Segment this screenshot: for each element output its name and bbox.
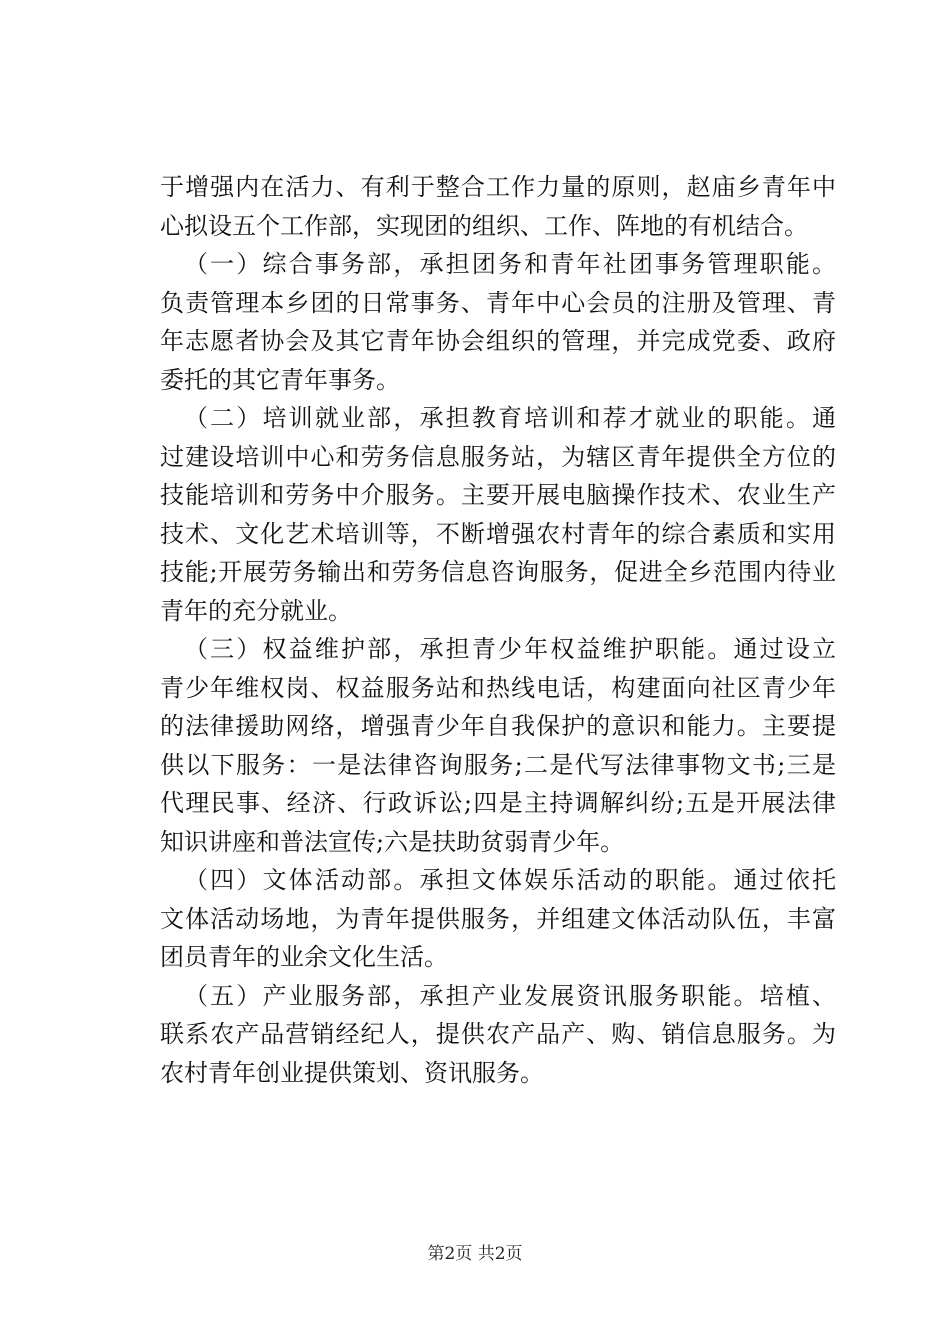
text-line: 联系农产品营销经纪人，提供农产品产、购、销信息服务。为 — [160, 1020, 836, 1048]
text-line: 的法律援助网络，增强青少年自我保护的意识和能力。主要提 — [160, 712, 836, 740]
text-line: 青少年维权岗、权益服务站和热线电话，构建面向社区青少年 — [160, 673, 836, 702]
text-line: 委托的其它青年事务。 — [160, 365, 400, 394]
text-line: （三）权益维护部，承担青少年权益维护职能。通过设立 — [184, 635, 836, 663]
text-line: 过建设培训中心和劳务信息服务站，为辖区青年提供全方位的 — [160, 442, 836, 471]
text-line: 代理民事、经济、行政诉讼;四是主持调解纠纷;五是开展法律 — [160, 789, 836, 817]
text-line: 技术、文化艺术培训等，不断增强农村青年的综合素质和实用 — [160, 519, 836, 548]
text-line: 团员青年的业余文化生活。 — [160, 943, 448, 971]
text-line: （五）产业服务部，承担产业发展资讯服务职能。培植、 — [184, 981, 836, 1010]
text-line: 知识讲座和普法宣传;六是扶助贫弱青少年。 — [160, 827, 625, 856]
text-line: （四）文体活动部。承担文体娱乐活动的职能。通过依托 — [184, 866, 836, 894]
text-line: 心拟设五个工作部，实现团的组织、工作、阵地的有机结合。 — [160, 211, 808, 240]
text-line: 技能;开展劳务输出和劳务信息咨询服务，促进全乡范围内待业 — [160, 558, 836, 586]
text-line: 青年的充分就业。 — [160, 596, 352, 625]
text-line: 技能培训和劳务中介服务。主要开展电脑操作技术、农业生产 — [160, 481, 836, 509]
text-line: 负责管理本乡团的日常事务、青年中心会员的注册及管理、青 — [160, 288, 836, 317]
text-line: 于增强内在活力、有利于整合工作力量的原则，赵庙乡青年中 — [160, 173, 836, 201]
text-line: 供以下服务：一是法律咨询服务;二是代写法律事物文书;三是 — [160, 750, 836, 779]
text-line: （一）综合事务部，承担团务和青年社团事务管理职能。 — [184, 250, 836, 278]
body-text — [160, 168, 836, 1092]
text-line: 年志愿者协会及其它青年协会组织的管理，并完成党委、政府 — [160, 327, 836, 355]
text-line: 农村青年创业提供策划、资讯服务。 — [160, 1058, 544, 1087]
text-line: 文体活动场地，为青年提供服务，并组建文体活动队伍，丰富 — [160, 904, 836, 933]
text-line: （二）培训就业部，承担教育培训和荐才就业的职能。通 — [184, 404, 836, 432]
page-footer: 第2页 共2页 — [427, 1244, 523, 1264]
